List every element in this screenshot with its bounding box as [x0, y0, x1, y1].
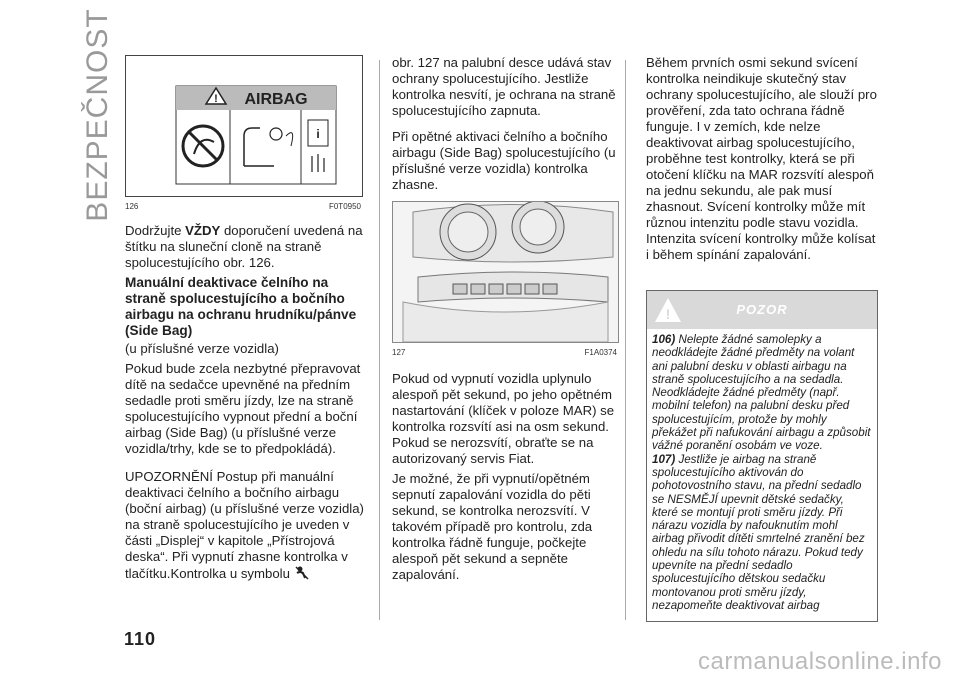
paragraph: Dodržujte VŽDY doporučení uvedená na štítku na sluneční cloně na straně spolucestujícího obr. 126.	[125, 223, 363, 270]
warning-item: 106) Nelepte žádné samolepky a neodkládejte žádné předměty na volant ani palubní desku v oblasti airbagu na straně spolucestujícího a na sedadla. Neodkládejte žádné předměty (např. mobilní telefon) na palubní desku před spolucestujícím, protože by mohly překážet při nafukování airbagu a způsobit vážné poranění osobám ve voze.	[652, 333, 871, 453]
paragraph: UPOZORNĚNÍ Postup při manuální deaktivaci čelního a bočního airbagu (boční airbag) (u příslušné verze vozidla) na straně spolucestujícího je uveden v části „Displej“ v kapitole „Přístrojová deska“. Při vypnutí zhasne kontrolka v tlačítku.Kontrolka u symbolu	[125, 469, 364, 581]
figure-126	[125, 55, 363, 197]
paragraph: Pokud od vypnutí vozidla uplynulo alespoň pět sekund, po jeho opětném nastartování (klíček v poloze MAR) se kontrolka rozsvítí asi na osm sekund. Pokud se nerozsvítí, obraťte se na autorizovaný servis Fiat.	[392, 371, 615, 466]
warning-body	[647, 329, 877, 616]
figure-127	[392, 201, 619, 343]
svg-text:i: i	[316, 127, 320, 141]
airbag-label-text: AIRBAG	[244, 91, 308, 108]
paragraph: Pokud bude zcela nezbytné přepravovat dítě na sedačce upevněné na předním sedadle proti směru jízdy, lze na straně spolucestujícího vypnout přední a boční airbag (Side Bag) (u příslušné verze vozidla/trhy, kde se to předpokládá).	[125, 361, 361, 456]
paragraph: (u příslušné verze vozidla)	[125, 341, 279, 356]
dashboard-illustration	[393, 202, 618, 342]
svg-text:!: !	[214, 93, 218, 105]
figure-126-caption	[125, 199, 361, 215]
figure-number: 127	[392, 348, 406, 357]
paragraph: Je možné, že při vypnutí/opětném sepnutí zapalování vozidla do pěti sekund, se kontrolka nerozsvítí. V takovém případě pro kontrolu, zda kontrolka řádně funguje, počkejte alespoň pět sekund a sepněte zapalování.	[392, 471, 593, 582]
column-3	[646, 55, 878, 267]
section-label: BEZPEČNOST	[81, 8, 114, 222]
svg-text:!: !	[665, 306, 671, 322]
warning-box	[646, 290, 878, 622]
column-2	[392, 55, 617, 587]
watermark: carmanualsonline.info	[698, 648, 942, 675]
figure-code: F0T0950	[328, 202, 361, 211]
paragraph: obr. 127 na palubní desce udává stav ochrany spolucestujícího. Jestliže kontrolka nesvítí, je ochrana na straně spolucestujícího zapnuta.	[392, 55, 616, 118]
page-number: 110	[124, 629, 157, 649]
column-1	[125, 55, 365, 586]
section-heading: Manuální deaktivace čelního na straně spolucestujícího a bočního airbagu na ochranu hrudníku/pánve (Side Bag)	[125, 275, 357, 338]
figure-code: F1A0374	[584, 348, 617, 357]
figure-number: 126	[125, 202, 139, 211]
figure-127-caption	[392, 345, 617, 361]
paragraph: Při opětné aktivaci čelního a bočního airbagu (Side Bag) spolucestujícího (u příslušné verze vozidla) kontrolka zhasne.	[392, 129, 616, 192]
warning-title: POZOR	[736, 302, 788, 317]
airbag-label-illustration	[126, 56, 362, 196]
column-divider	[379, 60, 380, 620]
warning-item: 107) Jestliže je airbag na straně spolucestujícího aktivován do pohotovostního stavu, na přední sedadlo se NESMĚJÍ upevnit dětské sedačky, které se montují proti směru jízdy. Při nárazu vozidla by nafouknutím mohl airbag přivodit dítěti smrtelné zranění bez ohledu na sílu tohoto nárazu. Pokud tedy upevníte na přední sedadlo spolucestujícího dětskou sedačku montovanou proti směru jízdy, nezapomeňte deaktivovat airbag	[652, 452, 865, 612]
paragraph: Během prvních osmi sekund svícení kontrolka neindikuje skutečný stav ochrany spolucestujícího, ale slouží pro prověření, zda tato ochrana řádně funguje. I v zemích, kde nelze deaktivovat airbag spolucestujícího, proběhne test kontrolky, která se při otočení klíčku na MAR rozsvítí alespoň na jednu sekundu, ale pak musí zhasnout. Svícení kontrolky může mít různou intenzitu podle stavu vozidla. Intenzita svícení kontrolky může kolísat i během spínání zapalování.	[646, 55, 877, 262]
airbag-off-icon	[294, 565, 310, 581]
column-divider	[625, 60, 626, 620]
warning-header	[647, 291, 877, 329]
